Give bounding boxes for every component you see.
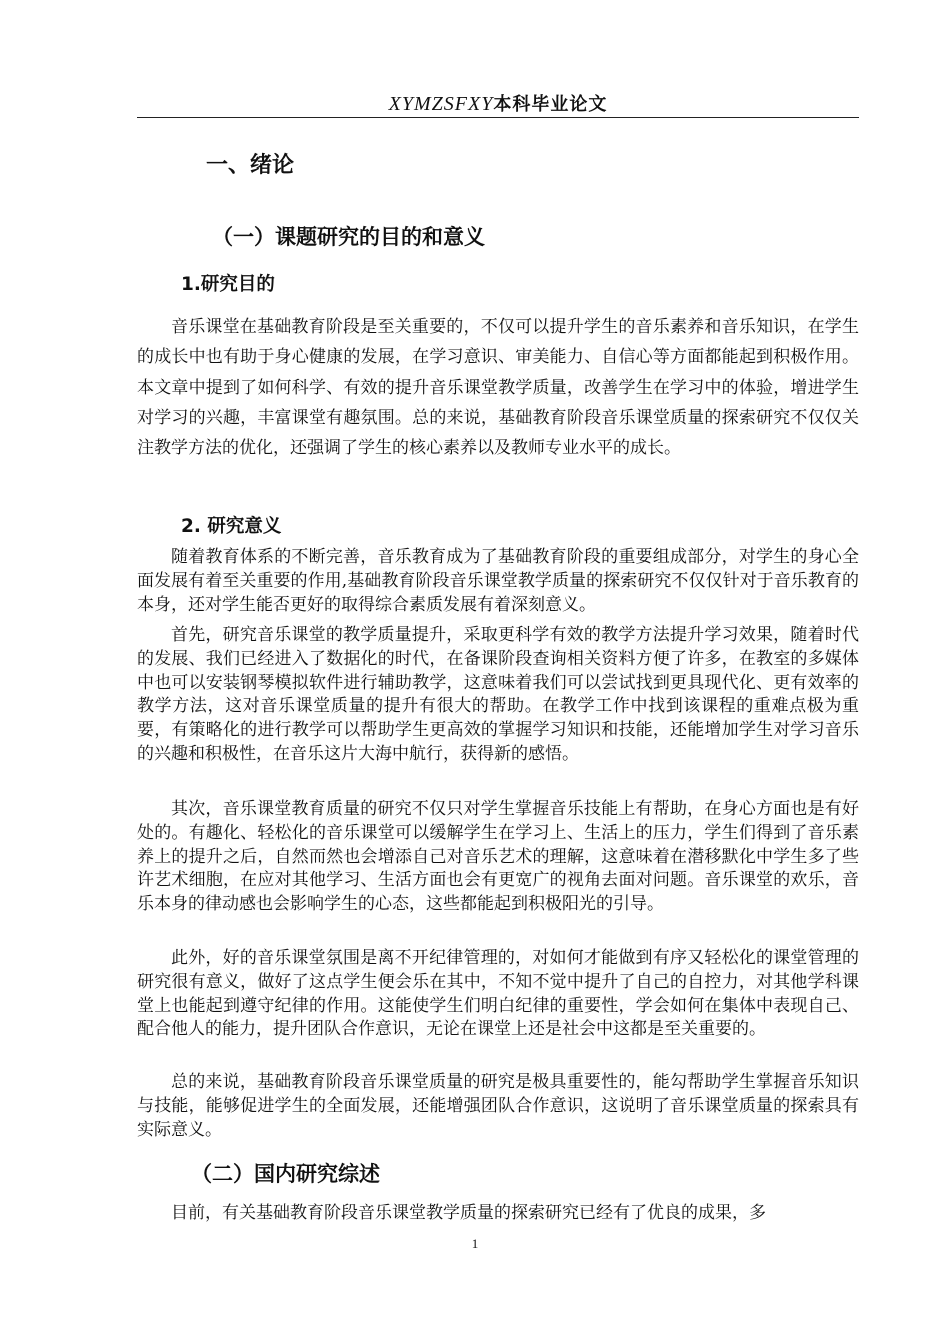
header-latin-text: XYMZSFXY	[388, 93, 494, 115]
paragraph-significance-third: 此外，好的音乐课堂氛围是离不开纪律管理的，对如何才能做到有序又轻松化的课堂管理的研究很有意义，做好了这点学生便会乐在其中，不知不觉中提升了自己的自控力，对其他学科课堂上也能起到遵守纪律的作用。这能使学生们明白纪律的重要性，学会如何在集体中表现自己、配合他人的能力，提升团队合作意识，无论在课堂上还是社会中这都是至关重要的。	[137, 948, 859, 1040]
paragraph-significance-summary: 总的来说，基础教育阶段音乐课堂质量的研究是极具重要性的，能勾帮助学生掌握音乐知识与技能，能够促进学生的全面发展，还能增强团队合作意识，这说明了音乐课堂质量的探索具有实际意义。	[137, 1072, 859, 1140]
paragraph-domestic-review: 目前，有关基础教育阶段音乐课堂教学质量的探索研究已经有了优良的成果，多	[171, 1203, 766, 1223]
section-heading-domestic-review: （二）国内研究综述	[191, 1162, 380, 1186]
header-cjk-text: 本科毕业论文	[493, 94, 608, 115]
header-divider	[137, 117, 859, 118]
paragraph-significance-first: 首先，研究音乐课堂的教学质量提升，采取更科学有效的教学方法提升学习效果，随着时代的发展、我们已经进入了数据化的时代，在备课阶段查询相关资料方便了许多，在教室的多媒体中也可以安装钢琴模拟软件进行辅助教学，这意味着我们可以尝试找到更具现代化、更有效率的教学方法，这对音乐课堂质量的提升有很大的帮助。在教学工作中找到该课程的重难点极为重要，有策略化的进行教学可以帮助学生更高效的掌握学习知识和技能，还能增加学生对学习音乐的兴趣和积极性，在音乐这片大海中航行，获得新的感悟。	[137, 625, 859, 764]
paragraph-significance-intro: 随着教育体系的不断完善，音乐教育成为了基础教育阶段的重要组成部分，对学生的身心全面发展有着至关重要的作用,基础教育阶段音乐课堂教学质量的探索研究不仅仅针对于音乐教育的本身，还对学生能否更好的取得综合素质发展有着深刻意义。	[137, 547, 859, 615]
paragraph-purpose: 音乐课堂在基础教育阶段是至关重要的，不仅可以提升学生的音乐素养和音乐知识，在学生的成长中也有助于身心健康的发展，在学习意识、审美能力、自信心等方面都能起到积极作用。本文章中提到了如何科学、有效的提升音乐课堂教学质量，改善学生在学习中的体验，增进学生对学习的兴趣，丰富课堂有趣氛围。总的来说，基础教育阶段音乐课堂质量的探索研究不仅仅关注教学方法的优化，还强调了学生的核心素养以及教师专业水平的成长。	[137, 317, 859, 459]
page-number: 1	[471, 1236, 479, 1251]
subsection-heading-purpose: 1.研究目的	[181, 274, 275, 295]
paragraph-significance-second: 其次，音乐课堂教育质量的研究不仅只对学生掌握音乐技能上有帮助，在身心方面也是有好处的。有趣化、轻松化的音乐课堂可以缓解学生在学习上、生活上的压力，学生们得到了音乐素养上的提升之后，自然而然也会增添自己对音乐艺术的理解，这意味着在潜移默化中学生多了些许艺术细胞，在应对其他学习、生活方面也会有更宽广的视角去面对问题。音乐课堂的欢乐，音乐本身的律动感也会影响学生的心态，这些都能起到积极阳光的引导。	[137, 799, 859, 915]
running-header	[137, 90, 859, 116]
chapter-title: 一、绪论	[206, 153, 295, 178]
section-heading-purpose-significance: （一）课题研究的目的和意义	[212, 225, 485, 249]
subsection-heading-significance: 2. 研究意义	[181, 516, 282, 537]
